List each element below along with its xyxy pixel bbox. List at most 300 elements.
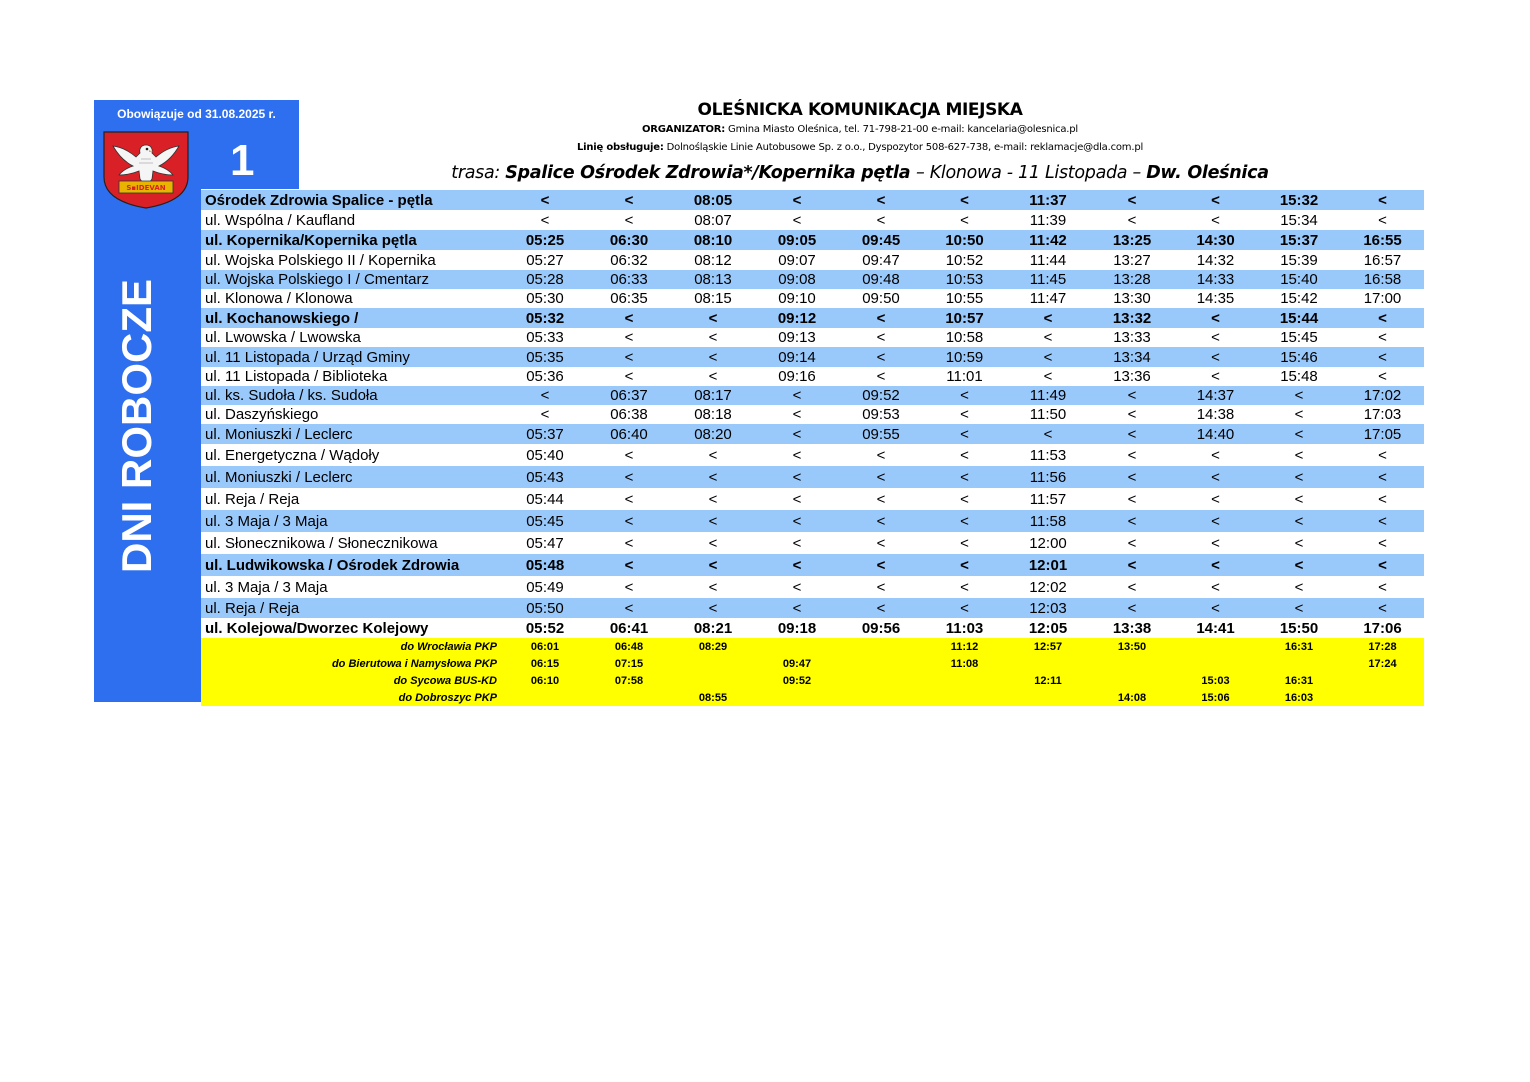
departure-time: < [587, 510, 671, 532]
departure-time: < [1090, 598, 1174, 618]
departure-time: 12:00 [1006, 532, 1090, 554]
stop-name: ul. Słonecznikowa / Słonecznikowa [201, 532, 503, 554]
departure-time: 17:02 [1341, 386, 1424, 405]
departure-time: < [1257, 488, 1341, 510]
stop-name: ul. Reja / Reja [201, 598, 503, 618]
departure-time: < [587, 532, 671, 554]
departure-time: < [839, 510, 923, 532]
connection-time [1174, 655, 1257, 672]
departure-time: < [587, 367, 671, 386]
departure-time: < [671, 444, 755, 466]
departure-time: 10:58 [923, 328, 1006, 347]
departure-time: 13:28 [1090, 270, 1174, 289]
departure-time: 15:40 [1257, 270, 1341, 289]
connection-time [839, 689, 923, 706]
departure-time: < [503, 190, 587, 210]
connection-label: do Sycowa BUS-KD [201, 672, 503, 689]
departure-time: < [1090, 210, 1174, 230]
departure-time: 15:44 [1257, 308, 1341, 328]
stop-name: ul. Kolejowa/Dworzec Kolejowy [201, 618, 503, 638]
connection-time: 15:03 [1174, 672, 1257, 689]
departure-time: < [1341, 367, 1424, 386]
connection-time [839, 672, 923, 689]
connection-time: 06:48 [587, 638, 671, 655]
departure-time: < [839, 347, 923, 367]
departure-time: 17:06 [1341, 618, 1424, 638]
stop-name: ul. Moniuszki / Leclerc [201, 424, 503, 444]
departure-time: < [1341, 328, 1424, 347]
departure-time: < [755, 532, 839, 554]
stop-name: ul. Ludwikowska / Ośrodek Zdrowia [201, 554, 503, 576]
stop-name: ul. 3 Maja / 3 Maja [201, 510, 503, 532]
departure-time: < [923, 405, 1006, 424]
departure-time: 15:45 [1257, 328, 1341, 347]
connection-time [671, 655, 755, 672]
connection-time: 09:52 [755, 672, 839, 689]
departure-time: < [1090, 466, 1174, 488]
departure-time: < [1257, 386, 1341, 405]
departure-time: < [587, 308, 671, 328]
departure-time: 11:01 [923, 367, 1006, 386]
departure-time: < [923, 598, 1006, 618]
departure-time: 13:27 [1090, 250, 1174, 270]
departure-time: 16:57 [1341, 250, 1424, 270]
departure-time: 13:38 [1090, 618, 1174, 638]
departure-time: 08:17 [671, 386, 755, 405]
departure-time: < [587, 488, 671, 510]
departure-time: 11:44 [1006, 250, 1090, 270]
stop-name: ul. Wspólna / Kaufland [201, 210, 503, 230]
stop-name: Ośrodek Zdrowia Spalice - pętla [201, 190, 503, 210]
departure-time: 09:53 [839, 405, 923, 424]
departure-time: 17:03 [1341, 405, 1424, 424]
table-row [201, 488, 1424, 510]
departure-time: 15:37 [1257, 230, 1341, 250]
table-row [201, 308, 1424, 328]
departure-time: < [587, 210, 671, 230]
departure-time: 12:03 [1006, 598, 1090, 618]
departure-time: 08:05 [671, 190, 755, 210]
departure-time: 05:28 [503, 270, 587, 289]
table-row [201, 230, 1424, 250]
departure-time: 09:12 [755, 308, 839, 328]
departure-time: < [671, 347, 755, 367]
departure-time: 06:41 [587, 618, 671, 638]
departure-time: 05:50 [503, 598, 587, 618]
departure-time: < [839, 190, 923, 210]
departure-time: < [839, 367, 923, 386]
stop-name: ul. ks. Sudoła / ks. Sudoła [201, 386, 503, 405]
departure-time: 11:53 [1006, 444, 1090, 466]
departure-time: < [923, 444, 1006, 466]
connection-time: 09:47 [755, 655, 839, 672]
connection-time: 08:29 [671, 638, 755, 655]
departure-time: 09:18 [755, 618, 839, 638]
connection-time: 12:11 [1006, 672, 1090, 689]
departure-time: < [1257, 598, 1341, 618]
departure-time: 14:35 [1174, 289, 1257, 308]
departure-time: < [839, 210, 923, 230]
connection-time: 12:57 [1006, 638, 1090, 655]
departure-time: < [671, 488, 755, 510]
connection-time: 15:06 [1174, 689, 1257, 706]
departure-time: < [587, 190, 671, 210]
departure-time: < [1006, 308, 1090, 328]
departure-time: < [1174, 510, 1257, 532]
departure-time: < [1090, 488, 1174, 510]
departure-time: < [755, 554, 839, 576]
departure-time: 05:37 [503, 424, 587, 444]
departure-time: < [1090, 424, 1174, 444]
departure-time: < [1174, 466, 1257, 488]
connection-time: 16:31 [1257, 638, 1341, 655]
table-row [201, 405, 1424, 424]
departure-time: 11:47 [1006, 289, 1090, 308]
departure-time: < [1006, 328, 1090, 347]
departure-time: < [839, 308, 923, 328]
departure-time: 11:37 [1006, 190, 1090, 210]
departure-time: 14:30 [1174, 230, 1257, 250]
table-row [201, 424, 1424, 444]
departure-time: 08:20 [671, 424, 755, 444]
departure-time: < [755, 576, 839, 598]
departure-time: 09:14 [755, 347, 839, 367]
departure-time: 05:32 [503, 308, 587, 328]
departure-time: < [671, 532, 755, 554]
connection-time [839, 638, 923, 655]
departure-time: 11:39 [1006, 210, 1090, 230]
departure-time: 08:07 [671, 210, 755, 230]
departure-time: 13:34 [1090, 347, 1174, 367]
departure-time: 09:13 [755, 328, 839, 347]
departure-time: 09:48 [839, 270, 923, 289]
stop-name: ul. Daszyńskiego [201, 405, 503, 424]
departure-time: 05:40 [503, 444, 587, 466]
departure-time: 14:33 [1174, 270, 1257, 289]
departure-time: < [1257, 424, 1341, 444]
departure-time: 10:59 [923, 347, 1006, 367]
svg-text:S▪IDEVAN: S▪IDEVAN [126, 184, 166, 192]
table-row [201, 576, 1424, 598]
departure-time: 12:05 [1006, 618, 1090, 638]
table-row [201, 328, 1424, 347]
departure-time: 11:56 [1006, 466, 1090, 488]
departure-time: < [1174, 444, 1257, 466]
stop-name: ul. 3 Maja / 3 Maja [201, 576, 503, 598]
departure-time: < [1174, 488, 1257, 510]
departure-time: < [1006, 367, 1090, 386]
connection-time [755, 638, 839, 655]
departure-time: 15:39 [1257, 250, 1341, 270]
departure-time: < [755, 444, 839, 466]
connection-time: 14:08 [1090, 689, 1174, 706]
departure-time: < [1090, 386, 1174, 405]
departure-time: 10:57 [923, 308, 1006, 328]
connection-time [923, 689, 1006, 706]
table-row [201, 618, 1424, 638]
departure-time: 05:47 [503, 532, 587, 554]
departure-time: < [923, 488, 1006, 510]
connection-time [1090, 655, 1174, 672]
departure-time: 15:50 [1257, 618, 1341, 638]
departure-time: 05:30 [503, 289, 587, 308]
departure-time: < [1257, 405, 1341, 424]
departure-time: < [1090, 576, 1174, 598]
departure-time: < [923, 532, 1006, 554]
stop-name: ul. Wojska Polskiego II / Kopernika [201, 250, 503, 270]
departure-time: 10:55 [923, 289, 1006, 308]
departure-time: < [839, 488, 923, 510]
departure-time: < [755, 386, 839, 405]
departure-time: < [1341, 598, 1424, 618]
connection-time: 16:03 [1257, 689, 1341, 706]
departure-time: < [1006, 424, 1090, 444]
departure-time: 06:37 [587, 386, 671, 405]
departure-time: 05:49 [503, 576, 587, 598]
departure-time: < [1257, 554, 1341, 576]
departure-time: < [1174, 190, 1257, 210]
departure-time: < [1174, 554, 1257, 576]
departure-time: 05:48 [503, 554, 587, 576]
departure-time: < [1257, 510, 1341, 532]
departure-time: 11:42 [1006, 230, 1090, 250]
stop-name: ul. Klonowa / Klonowa [201, 289, 503, 308]
connection-time [1090, 672, 1174, 689]
departure-time: < [587, 576, 671, 598]
table-row [201, 598, 1424, 618]
departure-time: < [671, 554, 755, 576]
connection-time [587, 689, 671, 706]
stop-name: ul. Lwowska / Lwowska [201, 328, 503, 347]
departure-time: < [587, 328, 671, 347]
departure-time: < [1174, 367, 1257, 386]
departure-time: < [1090, 405, 1174, 424]
departure-time: 10:50 [923, 230, 1006, 250]
connection-time: 06:01 [503, 638, 587, 655]
departure-time: 08:18 [671, 405, 755, 424]
departure-time: < [839, 554, 923, 576]
departure-time: 06:33 [587, 270, 671, 289]
departure-time: < [923, 576, 1006, 598]
departure-time: < [839, 576, 923, 598]
departure-time: 16:55 [1341, 230, 1424, 250]
connection-time [1341, 689, 1424, 706]
departure-time: < [1090, 532, 1174, 554]
departure-time: < [839, 598, 923, 618]
departure-time: 08:12 [671, 250, 755, 270]
departure-time: 12:01 [1006, 554, 1090, 576]
connection-time [1174, 638, 1257, 655]
departure-time: 14:40 [1174, 424, 1257, 444]
table-row [201, 289, 1424, 308]
departure-time: < [587, 554, 671, 576]
departure-time: 15:48 [1257, 367, 1341, 386]
departure-time: 14:38 [1174, 405, 1257, 424]
departure-time: < [1341, 190, 1424, 210]
departure-time: 15:42 [1257, 289, 1341, 308]
table-row [201, 367, 1424, 386]
table-row [201, 466, 1424, 488]
departure-time: 05:52 [503, 618, 587, 638]
departure-time: < [755, 210, 839, 230]
departure-time: 13:32 [1090, 308, 1174, 328]
city-crest-icon [103, 131, 189, 209]
departure-time: < [923, 210, 1006, 230]
connection-time [839, 655, 923, 672]
departure-time: 06:40 [587, 424, 671, 444]
days-label [94, 255, 180, 597]
departure-time: < [1341, 532, 1424, 554]
departure-time: 05:35 [503, 347, 587, 367]
connection-label: do Dobroszyc PKP [201, 689, 503, 706]
table-row [201, 250, 1424, 270]
departure-time: < [671, 466, 755, 488]
departure-time: 09:56 [839, 618, 923, 638]
departure-time: 11:50 [1006, 405, 1090, 424]
connection-row [201, 638, 1424, 655]
departure-time: 11:58 [1006, 510, 1090, 532]
departure-time: 06:35 [587, 289, 671, 308]
departure-time: < [755, 488, 839, 510]
validity-date: Obowiązuje od 31.08.2025 r. [117, 107, 276, 121]
departure-time: < [1341, 554, 1424, 576]
departure-time: 09:07 [755, 250, 839, 270]
page-title: OLEŚNICKA KOMUNIKACJA MIEJSKA [697, 100, 1023, 120]
connection-time [923, 672, 1006, 689]
departure-time: < [923, 190, 1006, 210]
departure-time: < [923, 466, 1006, 488]
departure-time: < [839, 532, 923, 554]
departure-time: < [1341, 308, 1424, 328]
departure-time: 15:46 [1257, 347, 1341, 367]
departure-time: < [671, 598, 755, 618]
departure-time: < [1174, 532, 1257, 554]
connection-time [1341, 672, 1424, 689]
stop-name: ul. Kochanowskiego / [201, 308, 503, 328]
departure-time: < [923, 554, 1006, 576]
connection-time [1006, 655, 1090, 672]
departure-time: < [671, 510, 755, 532]
departure-time: < [1174, 347, 1257, 367]
connection-row [201, 689, 1424, 706]
departure-time: < [1341, 444, 1424, 466]
departure-time: < [1257, 466, 1341, 488]
departure-time: 12:02 [1006, 576, 1090, 598]
departure-time: < [671, 576, 755, 598]
departure-time: 09:08 [755, 270, 839, 289]
departure-time: 15:34 [1257, 210, 1341, 230]
departure-time: 11:57 [1006, 488, 1090, 510]
connection-time [1257, 655, 1341, 672]
departure-time: 15:32 [1257, 190, 1341, 210]
stop-name: ul. Moniuszki / Leclerc [201, 466, 503, 488]
departure-time: 09:45 [839, 230, 923, 250]
table-row [201, 386, 1424, 405]
departure-time: 05:43 [503, 466, 587, 488]
departure-time: 06:38 [587, 405, 671, 424]
connection-time: 11:08 [923, 655, 1006, 672]
table-row [201, 210, 1424, 230]
departure-time: 05:27 [503, 250, 587, 270]
departure-time: < [755, 405, 839, 424]
departure-time: 05:45 [503, 510, 587, 532]
departure-time: 09:05 [755, 230, 839, 250]
departure-time: < [503, 386, 587, 405]
departure-time: 06:30 [587, 230, 671, 250]
stop-name: ul. 11 Listopada / Biblioteka [201, 367, 503, 386]
departure-time: < [1006, 347, 1090, 367]
departure-time: < [1341, 510, 1424, 532]
departure-time: < [671, 367, 755, 386]
departure-time: < [1090, 444, 1174, 466]
departure-time: 10:52 [923, 250, 1006, 270]
departure-time: 17:00 [1341, 289, 1424, 308]
departure-time: 17:05 [1341, 424, 1424, 444]
departure-time: < [503, 210, 587, 230]
days-label-text: DNI ROBOCZE [113, 279, 160, 573]
departure-time: 08:10 [671, 230, 755, 250]
line-number: 1 [230, 136, 255, 185]
departure-time: 09:52 [839, 386, 923, 405]
stop-name: ul. Energetyczna / Wądoły [201, 444, 503, 466]
departure-time: 13:33 [1090, 328, 1174, 347]
departure-time: < [839, 444, 923, 466]
connection-label: do Bierutowa i Namysłowa PKP [201, 655, 503, 672]
connection-time: 07:15 [587, 655, 671, 672]
connection-time: 11:12 [923, 638, 1006, 655]
departure-time: < [587, 444, 671, 466]
connection-time [503, 689, 587, 706]
departure-time: < [587, 598, 671, 618]
departure-time: < [587, 347, 671, 367]
departure-time: < [923, 510, 1006, 532]
timetable [201, 190, 1424, 706]
departure-time: < [1341, 347, 1424, 367]
operator-info: Linię obsługuje: Dolnośląskie Linie Autobusowe Sp. z o.o., Dyspozytor 508-627-738, e-mail: reklamacje@dla.com.pl [576, 142, 1144, 153]
departure-time: 08:21 [671, 618, 755, 638]
departure-time: 13:30 [1090, 289, 1174, 308]
connection-time: 17:28 [1341, 638, 1424, 655]
departure-time: 09:47 [839, 250, 923, 270]
stop-name: ul. Wojska Polskiego I / Cmentarz [201, 270, 503, 289]
connection-row [201, 655, 1424, 672]
stop-name: ul. Kopernika/Kopernika pętla [201, 230, 503, 250]
departure-time: < [1174, 598, 1257, 618]
table-row [201, 554, 1424, 576]
departure-time: 14:32 [1174, 250, 1257, 270]
stop-name: ul. Reja / Reja [201, 488, 503, 510]
departure-time: < [671, 308, 755, 328]
departure-time: 08:13 [671, 270, 755, 289]
departure-time: < [1090, 190, 1174, 210]
departure-time: < [1341, 210, 1424, 230]
departure-time: 11:45 [1006, 270, 1090, 289]
departure-time: < [755, 598, 839, 618]
departure-time: < [1257, 444, 1341, 466]
departure-time: 09:10 [755, 289, 839, 308]
route-description: trasa: Spalice Ośrodek Zdrowia*/Kopernika pętla – Klonowa - 11 Listopada – Dw. Oleśnica [451, 163, 1269, 183]
departure-time: 14:37 [1174, 386, 1257, 405]
departure-time: 05:33 [503, 328, 587, 347]
connection-time: 17:24 [1341, 655, 1424, 672]
departure-time: < [1090, 510, 1174, 532]
departure-time: < [1174, 576, 1257, 598]
departure-time: < [755, 510, 839, 532]
organizer-info: ORGANIZATOR: Gmina Miasto Oleśnica, tel. 71-798-21-00 e-mail: kancelaria@olesnica.pl [641, 124, 1078, 135]
departure-time: < [839, 466, 923, 488]
departure-time: < [1090, 554, 1174, 576]
connection-time: 06:15 [503, 655, 587, 672]
